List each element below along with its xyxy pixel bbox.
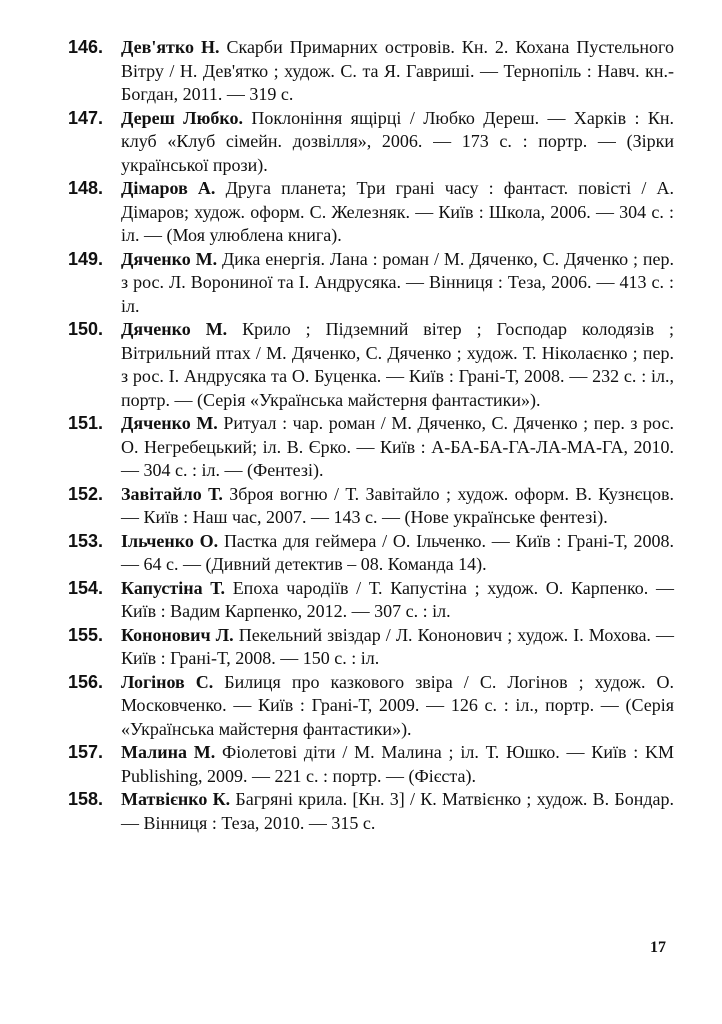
entry-text: Билиця про казкового звіра / С. Логінов ; худож. О. Московченко. — Київ : Грані-Т, 2009. — 126 с. : іл., портр. — (Серія «Українська майстерня фантастики»). bbox=[121, 671, 674, 739]
entry-number: 158. bbox=[68, 789, 104, 809]
entry-text: Скарби Примарних островів. Кн. 2. Кохана Пустельного Вітру / Н. Дев'ятко ; худож. С. та Я. Гавриші. — Тернопіль : Навч. кн.-Богдан, 2011. — 319 с. bbox=[121, 37, 674, 104]
bibliography-entry bbox=[68, 788, 674, 835]
entry-number: 154. bbox=[68, 577, 104, 598]
entry-number: 152. bbox=[68, 483, 104, 504]
entry-author: Кононович Л. bbox=[121, 624, 234, 645]
entry-number: 150. bbox=[68, 319, 104, 339]
bibliography-entry bbox=[68, 177, 674, 248]
entry-author: Малина М. bbox=[121, 742, 216, 762]
entry-author: Дев'ятко Н. bbox=[121, 37, 220, 57]
bibliography-entry bbox=[68, 624, 674, 671]
bibliography-entry bbox=[68, 530, 674, 577]
entry-text: Зброя вогню / Т. Завітайло ; худож. оформ. В. Кузнєцов. — Київ : Наш час, 2007. — 143 с. — (Нове українське фентезі). bbox=[121, 483, 674, 527]
entry-author: Дяченко М. bbox=[121, 248, 218, 269]
bibliography-entry bbox=[68, 107, 674, 178]
entry-author: Дімаров А. bbox=[121, 178, 216, 198]
entry-text: Багряні крила. [Кн. 3] / К. Матвієнко ; худож. В. Бондар. — Вінниця : Теза, 2010. — 315 с. bbox=[121, 789, 675, 833]
entry-text: Поклоніння ящірці / Любко Дереш. — Харків : Кн. клуб «Клуб сімейн. дозвілля», 2006. — 173 с. : портр. — (Зірки української прози). bbox=[121, 107, 674, 175]
bibliography-entry bbox=[68, 248, 674, 319]
entry-text: Пекельний звіздар / Л. Кононович ; худож. І. Мохова. — Київ : Грані-Т, 2008. — 150 с. : іл. bbox=[121, 624, 674, 668]
bibliography-entry bbox=[68, 412, 674, 483]
entry-text: Ритуал : чар. роман / М. Дяченко, С. Дяченко ; пер. з рос. О. Негребецький; іл. В. Єрко. — Київ : А-БА-БА-ГА-ЛА-МА-ГА, 2010. — 304 с. : іл. — (Фентезі). bbox=[121, 413, 674, 480]
entry-text: Пастка для геймера / О. Ільченко. — Київ : Грані-Т, 2008. — 64 с. — (Дивний детектив – 08. Команда 14). bbox=[121, 530, 674, 574]
entry-author: Ільченко О. bbox=[121, 530, 219, 551]
bibliography-entry bbox=[68, 483, 674, 530]
entry-text: Епоха чародіїв / Т. Капустіна ; худож. О. Карпенко. — Київ : Вадим Карпенко, 2012. — 307 с. : іл. bbox=[121, 577, 674, 621]
entry-author: Дяченко М. bbox=[121, 413, 218, 433]
entry-number: 146. bbox=[68, 37, 104, 57]
entry-author: Матвієнко К. bbox=[121, 789, 231, 809]
entry-number: 147. bbox=[68, 107, 104, 128]
entry-author: Дяченко М. bbox=[121, 319, 228, 339]
entry-number: 151. bbox=[68, 413, 104, 433]
entry-number: 153. bbox=[68, 530, 104, 551]
bibliography-list bbox=[68, 36, 674, 835]
entry-text: Фіолетові діти / М. Малина ; іл. Т. Юшко. — Київ : KM Publishing, 2009. — 221 с. : портр. — (Фієста). bbox=[121, 742, 675, 786]
entry-author: Капустіна Т. bbox=[121, 577, 225, 598]
entry-number: 157. bbox=[68, 742, 104, 762]
entry-number: 156. bbox=[68, 671, 104, 692]
entry-text: Дика енергія. Лана : роман / М. Дяченко, С. Дяченко ; пер. з рос. Л. Ворониної та І. Андрусяка. — Вінниця : Теза, 2006. — 413 с. : іл. bbox=[121, 248, 674, 316]
entry-author: Логінов С. bbox=[121, 671, 214, 692]
entry-text: Крило ; Підземний вітер ; Господар колодязів ; Вітрильний птах / М. Дяченко, С. Дяченко ; худож. Т. Ніколаєнко ; пер. з рос. І. Андрусяка та О. Буценка. — Київ : Грані-Т, 2008. — 232 с. : іл., портр. — (Серія «Українська майстерня фантастики»). bbox=[121, 319, 674, 410]
entry-number: 149. bbox=[68, 248, 104, 269]
entry-number: 148. bbox=[68, 178, 104, 198]
bibliography-entry bbox=[68, 671, 674, 742]
bibliography-entry bbox=[68, 36, 674, 107]
entry-text: Друга планета; Три грані часу : фантаст. повісті / А. Дімаров; худож. оформ. С. Железняк. — Київ : Школа, 2006. — 304 с. : іл. — (Моя улюблена книга). bbox=[121, 178, 674, 245]
entry-number: 155. bbox=[68, 624, 104, 645]
bibliography-entry bbox=[68, 318, 674, 412]
bibliography-entry bbox=[68, 577, 674, 624]
entry-author: Завітайло Т. bbox=[121, 483, 223, 504]
entry-author: Дереш Любко. bbox=[121, 107, 243, 128]
bibliography-entry bbox=[68, 741, 674, 788]
page-number: 17 bbox=[650, 939, 666, 956]
